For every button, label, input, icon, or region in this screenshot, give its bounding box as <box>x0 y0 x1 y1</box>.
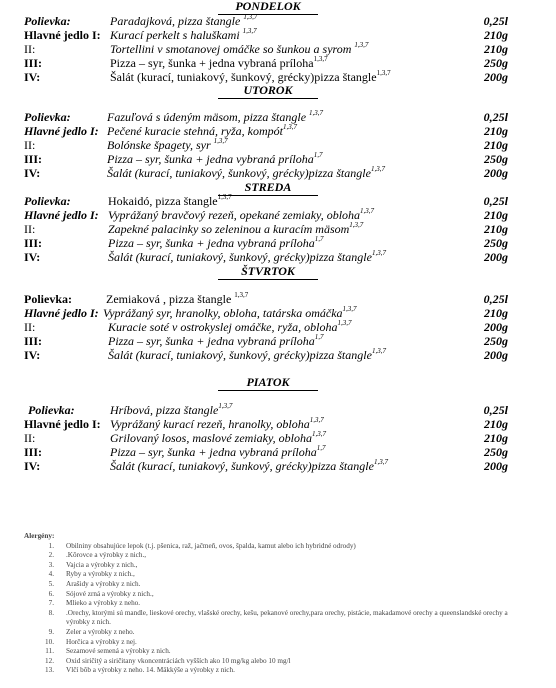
portion: 250g <box>484 152 508 166</box>
portion: 250g <box>484 445 508 459</box>
portion: 210g <box>484 124 508 138</box>
menu-row <box>0 194 556 208</box>
dish: Šalát (kurací, tuniakový, šunkový, grécky)pizza štangle$^{1,3,7}$ <box>110 458 388 473</box>
allergen-item <box>24 647 524 657</box>
dish: Vyprážaný kurací rezeň, hranolky, obloha$^{1,3,7}$ <box>110 416 324 431</box>
allergen-text: Ryby a výrobky z nich., <box>66 570 135 579</box>
day-title-monday: PONDELOK <box>218 0 318 15</box>
allergen-item <box>24 590 524 600</box>
allergen-text: Sezamové semená a výrobky z nich. <box>66 647 171 656</box>
dish: Hríbová, pizza štangle$^{1,3,7}$ <box>110 402 233 417</box>
menu-row <box>0 152 556 166</box>
allergen-title: Alergény: <box>24 532 55 540</box>
dish: Vyprážaný syr, hranolky, obloha, tatárska omáčka$^{1,3,7}$ <box>103 305 357 320</box>
allergen-number: 9. <box>48 627 54 636</box>
allergen-number: 3. <box>48 560 54 569</box>
course-label: Hlavné jedlo I: <box>24 124 99 138</box>
course-label: III: <box>24 236 43 250</box>
allergen-text: .Kôrovce a výrobky z nich., <box>66 551 147 560</box>
allergen-item <box>24 657 524 667</box>
menu-row <box>0 110 556 124</box>
portion: 210g <box>484 417 508 431</box>
course-label: IV: <box>24 70 41 84</box>
menu-row <box>0 222 556 236</box>
allergen-item <box>24 551 524 561</box>
dish: Zemiaková , pizza štangle $^{1,3,7}$ <box>106 291 249 306</box>
allergen-list <box>24 532 524 676</box>
portion: 200g <box>484 70 508 84</box>
portion: 200g <box>484 166 508 180</box>
allergen-number: 10. <box>45 637 54 646</box>
dish: Pizza – syr, šunka + jedna vybraná príloha$^{1,3,7}$ <box>110 55 328 70</box>
allergen-text: Zeler a výrobky z neho. <box>66 627 135 636</box>
course-label: II: <box>24 222 36 236</box>
course-label: III: <box>24 152 43 166</box>
dish: Zapekné palacinky so zeleninou a kuracím mäsom$^{1,3,7}$ <box>108 221 364 236</box>
course-label: III: <box>24 445 43 459</box>
course-label: Hlavné jedlo I: <box>24 306 99 320</box>
course-label: II: <box>24 431 36 445</box>
portion: 210g <box>484 306 508 320</box>
allergen-text: Oxid siričitý a siričitany vkoncentráciách vyšších ako 10 mg/kg alebo 10 mg/l <box>66 656 291 665</box>
allergen-item <box>24 570 524 580</box>
allergen-text: Obilniny obsahujúce lepok (t.j. pšenica, raž, jačmeň, ovos, špalda, kamut alebo ich hybridné odrody) <box>66 541 356 550</box>
menu-row <box>0 348 556 362</box>
menu-row <box>0 445 556 459</box>
portion: 210g <box>484 431 508 445</box>
menu-row <box>0 42 556 56</box>
dish: Šalát (kurací, tuniakový, šunkový, grécky)pizza štangle$^{1,3,7}$ <box>110 69 391 84</box>
dish: Šalát (kurací, tuniakový, šunkový, grécky)pizza štangle$^{1,3,7}$ <box>108 249 386 264</box>
portion: 0,25l <box>483 110 508 124</box>
allergen-number: 7. <box>48 599 54 608</box>
menu-row <box>0 166 556 180</box>
dish: Tortellini v smotanovej omáčke so šunkou a syrom $^{1,3,7}$ <box>110 41 369 56</box>
allergen-item <box>24 561 524 571</box>
allergen-number: 12. <box>45 656 54 665</box>
portion: 250g <box>484 334 508 348</box>
day-title-thursday: ŠTVRTOK <box>218 265 318 280</box>
dish: Šalát (kurací, tuniakový, šunkový, grécky)pizza štangle$^{1,3,7}$ <box>107 165 385 180</box>
portion: 0,25l <box>483 14 508 28</box>
portion: 210g <box>484 222 508 236</box>
course-label: Polievka: <box>24 110 71 124</box>
allergen-text: Vlčí bôb a výrobky z neho. 14. Mäkkýše a výrobky z nich. <box>66 666 235 675</box>
dish: Grilovaný losos, maslové zemiaky, obloha$^{1,3,7}$ <box>110 430 326 445</box>
menu-row <box>0 250 556 264</box>
allergen-number: 1. <box>48 541 54 550</box>
portion: 210g <box>484 28 508 42</box>
allergen-number: 13. <box>45 666 54 675</box>
day-title-friday: PIATOK <box>218 376 318 391</box>
allergen-text: Arašidy a výrobky z nich. <box>66 579 141 588</box>
menu-row <box>0 320 556 334</box>
allergen-number: 11. <box>45 647 54 656</box>
course-label: III: <box>24 56 43 70</box>
course-label: II: <box>24 138 36 152</box>
portion: 210g <box>484 208 508 222</box>
allergen-text: Horčica a výrobky z nej. <box>66 637 137 646</box>
portion: 250g <box>484 236 508 250</box>
allergen-number: 6. <box>48 589 54 598</box>
allergen-text: Vajcia a výrobky z nich., <box>66 560 138 569</box>
course-label: IV: <box>24 459 41 473</box>
day-title-tuesday: UTOROK <box>218 84 318 99</box>
dish: Paradajková, pizza štangle $^{1,3,7}$ <box>110 13 258 28</box>
menu-row <box>0 459 556 473</box>
menu-row <box>0 292 556 306</box>
day-title-wednesday: STREDA <box>218 181 318 196</box>
allergen-item <box>24 666 524 676</box>
menu-row <box>0 403 556 417</box>
menu-row <box>0 14 556 28</box>
allergen-item <box>24 628 524 638</box>
menu-row <box>0 56 556 70</box>
menu-row <box>0 306 556 320</box>
course-label: IV: <box>24 166 41 180</box>
dish: Fazuľová s údeným mäsom, pizza štangle $^{1,3,7}$ <box>107 109 324 124</box>
allergen-item <box>24 638 524 648</box>
allergen-item <box>24 599 524 609</box>
course-label: II: <box>24 320 36 334</box>
allergen-item <box>24 542 524 552</box>
dish: Kuracie soté v ostrokyslej omáčke, ryža, obloha$^{1,3,7}$ <box>108 319 352 334</box>
course-label: Hlavné jedlo I: <box>24 28 101 42</box>
dish: Pizza – syr, šunka + jedna vybraná príloha$^{1,7}$ <box>107 151 323 166</box>
course-label: Hlavné jedlo I: <box>24 417 101 431</box>
portion: 0,25l <box>483 403 508 417</box>
allergen-text: Sójové zrná a výrobky z nich., <box>66 589 154 598</box>
portion: 250g <box>484 56 508 70</box>
course-label: II: <box>24 42 36 56</box>
allergen-items <box>24 542 524 676</box>
allergen-text: Mlieko a výrobky z neho. <box>66 599 141 608</box>
dish: Kurací perkelt s haluškami $^{1,3,7}$ <box>110 27 257 42</box>
portion: 200g <box>484 459 508 473</box>
portion: 210g <box>484 42 508 56</box>
course-label: Polievka: <box>28 403 75 417</box>
menu-row <box>0 236 556 250</box>
course-label: Polievka: <box>24 292 72 306</box>
allergen-number: 8. <box>48 608 54 617</box>
allergen-number: 2. <box>48 551 54 560</box>
dish: Hokaidó, pizza štangle$^{1,3,7}$ <box>108 193 232 208</box>
menu-row <box>0 28 556 42</box>
course-label: Polievka: <box>24 14 71 28</box>
course-label: Hlavné jedlo I: <box>24 208 99 222</box>
course-label: Polievka: <box>24 194 71 208</box>
portion: 200g <box>484 250 508 264</box>
course-label: IV: <box>24 250 41 264</box>
allergen-text: .Orechy, ktorými sú mandle, lieskové orechy, vlašské orechy, kešu, pekanové orechy,para orechy, pistácie, makadamové orechy a queenslandské orechy a výrobky z nich. <box>66 608 508 627</box>
allergen-number: 4. <box>48 570 54 579</box>
menu-row <box>0 138 556 152</box>
dish: Pizza – syr, šunka + jedna vybraná príloha$^{1,7}$ <box>108 333 324 348</box>
portion: 0,25l <box>483 194 508 208</box>
allergen-number: 5. <box>48 579 54 588</box>
menu-row <box>0 70 556 84</box>
menu-row <box>0 334 556 348</box>
course-label: III: <box>24 334 43 348</box>
menu-row <box>0 208 556 222</box>
portion: 0,25l <box>483 292 508 306</box>
course-label: IV: <box>24 348 41 362</box>
menu-row <box>0 417 556 431</box>
dish: Pizza – syr, šunka + jedna vybraná príloha$^{1,7}$ <box>108 235 324 250</box>
menu-row <box>0 124 556 138</box>
menu-row <box>0 431 556 445</box>
allergen-item <box>24 580 524 590</box>
portion: 200g <box>484 320 508 334</box>
portion: 200g <box>484 348 508 362</box>
dish: Bolónske špagety, syr $^{1,3,7}$ <box>107 137 228 152</box>
allergen-item <box>24 609 524 628</box>
dish: Pizza – syr, šunka + jedna vybraná príloha$^{1,7}$ <box>110 444 326 459</box>
dish: Šalát (kurací, tuniakový, šunkový, grécky)pizza štangle$^{1,3,7}$ <box>108 347 386 362</box>
dish: Pečené kuracie stehná, ryža, kompót$^{1,3,7}$ <box>107 123 297 138</box>
portion: 210g <box>484 138 508 152</box>
dish: Vyprážaný bravčový rezeň, opekané zemiaky, obloha$^{1,3,7}$ <box>108 207 375 222</box>
